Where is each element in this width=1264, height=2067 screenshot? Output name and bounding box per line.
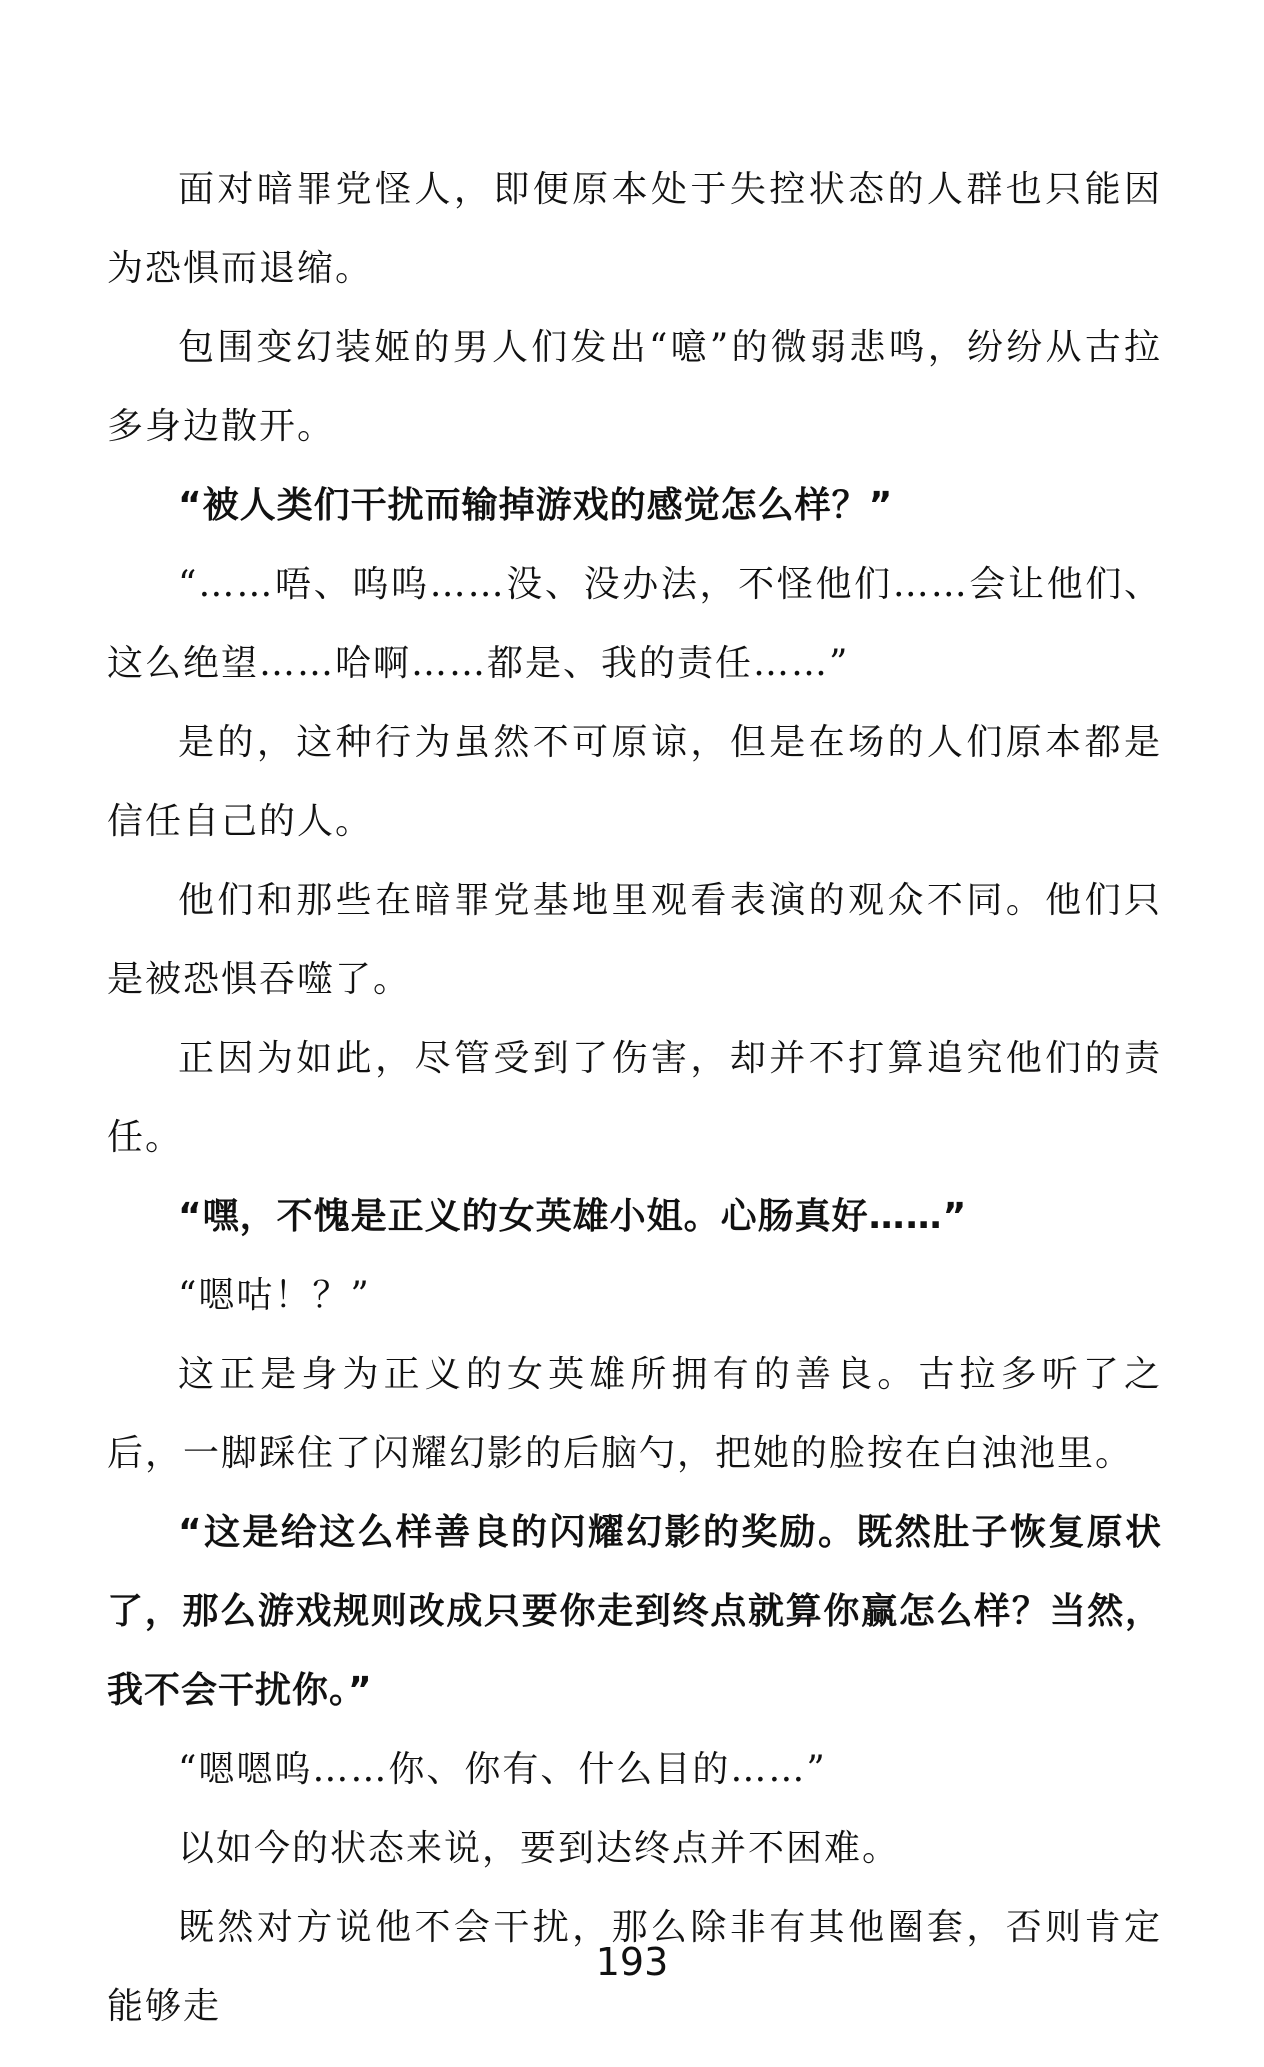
paragraph: 面对暗罪党怪人，即便原本处于失控状态的人群也只能因为恐惧而退缩。 bbox=[107, 169, 1162, 289]
paragraph: 既然对方说他不会干扰，那么除非有其他圈套，否则肯定能够走 bbox=[107, 1907, 1162, 2027]
paragraph: “嗯咕！？” bbox=[178, 1275, 371, 1316]
paragraph: 以如今的状态来说，要到达终点并不困难。 bbox=[178, 1828, 901, 1869]
paragraph: 这正是身为正义的女英雄所拥有的善良。古拉多听了之后，一脚踩住了闪耀幻影的后脑勺，把她的脸按在白浊池里。 bbox=[107, 1354, 1162, 1474]
paragraph-dialogue-bold: “这是给这么样善良的闪耀幻影的奖励。既然肚子恢复原状了，那么游戏规则改成只要你走到终点就算你赢怎么样？当然，我不会干扰你。” bbox=[107, 1512, 1162, 1711]
page-body bbox=[107, 150, 1162, 2046]
paragraph: 他们和那些在暗罪党基地里观看表演的观众不同。他们只是被恐惧吞噬了。 bbox=[107, 880, 1162, 1000]
paragraph: 是的，这种行为虽然不可原谅，但是在场的人们原本都是信任自己的人。 bbox=[107, 722, 1162, 842]
paragraph: 包围变幻装姬的男人们发出“噫”的微弱悲鸣，纷纷从古拉多身边散开。 bbox=[107, 327, 1162, 447]
paragraph: “……唔、呜呜……没、没办法，不怪他们……会让他们、这么绝望……哈啊……都是、我的责任……” bbox=[107, 564, 1162, 684]
page-number: 193 bbox=[595, 1940, 669, 1984]
paragraph: “嗯嗯呜……你、你有、什么目的……” bbox=[178, 1749, 827, 1790]
paragraph-dialogue-bold: “被人类们干扰而输掉游戏的感觉怎么样？” bbox=[178, 485, 894, 526]
paragraph-dialogue-bold: “嘿，不愧是正义的女英雄小姐。心肠真好……” bbox=[178, 1196, 968, 1237]
paragraph: 正因为如此，尽管受到了伤害，却并不打算追究他们的责任。 bbox=[107, 1038, 1162, 1158]
